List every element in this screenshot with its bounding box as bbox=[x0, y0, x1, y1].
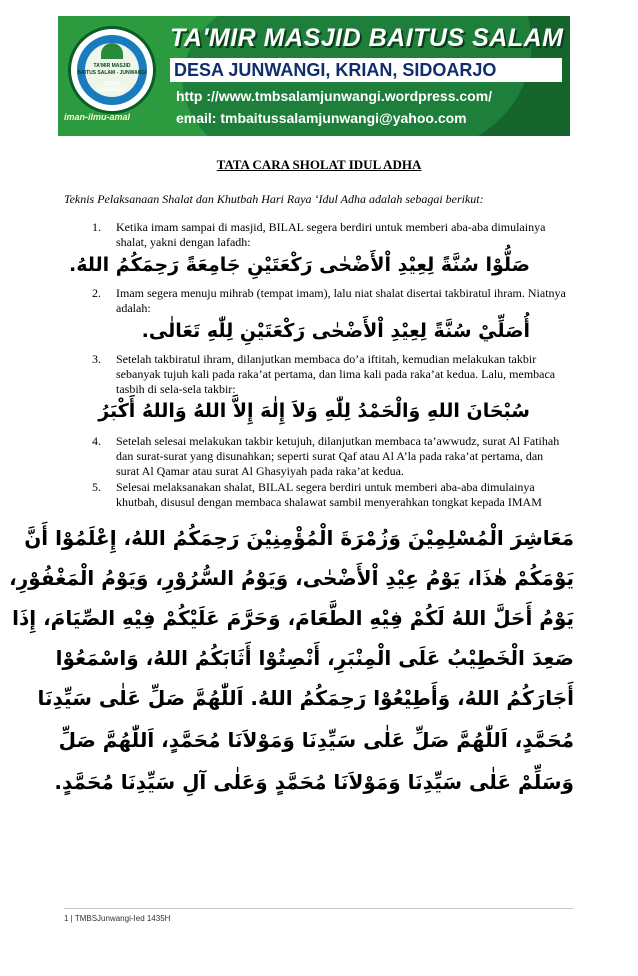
khutbah-line: وَسَلِّمْ عَلٰى سَيِّدِنَا وَمَوْلاَنَا مُحَمَّدٍ وَعَلٰى آلِ سَيِّدِنَا مُحَمَّدٍ. bbox=[54, 770, 574, 794]
logo-text-3: KRIAN bbox=[104, 81, 120, 87]
banner-subtitle: DESA JUNWANGI, KRIAN, SIDOARJO bbox=[170, 58, 562, 82]
logo-text-4: SIDOARJO bbox=[98, 87, 126, 93]
page-footer: 1 | TMBSJunwangi-Ied 1435H bbox=[64, 914, 171, 923]
step-number: 5. bbox=[92, 480, 101, 494]
khutbah-line: مَعَاشِرَ الْمُسْلِمِيْنَ وَزُمْرَةَ الْمُؤْمِنِيْنَ رَحِمَكُمُ اللهُ، إِعْلَمُوْا أَنَّ bbox=[24, 526, 574, 550]
step-number: 1. bbox=[92, 220, 101, 234]
step-number: 2. bbox=[92, 286, 101, 300]
header-banner bbox=[58, 16, 570, 136]
khutbah-line: مُحَمَّدٍ، اَللّٰهُمَّ صَلِّ عَلٰى سَيِّدِنَا وَمَوْلاَنَا مُحَمَّدٍ، اَللّٰهُمَّ صَلِّ bbox=[58, 728, 574, 752]
step-text: Ketika imam sampai di masjid, BILAL segera berdiri untuk memberi aba-aba dimulainya shalat, yakni dengan lafadh: bbox=[116, 220, 546, 249]
khutbah-line: يَوْمُ أَحَلَّ اللهُ لَكُمْ فِيْهِ الطَّعَامَ، وَحَرَّمَ عَلَيْكُمْ فِيْهِ الصِّيَامَ، إِذَا bbox=[12, 606, 574, 630]
mosque-dome-icon bbox=[101, 43, 123, 59]
document-title: TATA CARA SHOLAT IDUL ADHA bbox=[216, 157, 422, 172]
step-text: Setelah selesai melakukan takbir ketujuh, dilanjutkan membaca ta’awwudz, surat Al Fatihah dan surat-surat yang disunahkan; seperti surat Qaf atau Al A’la pada raka’at pertama, dan surat Al Qamar atau surat Al Ghasyiyah pada raka’at kedua. bbox=[116, 434, 560, 478]
banner-website: http ://www.tmbsalamjunwangi.wordpress.com/ bbox=[176, 88, 493, 104]
banner-title: TA'MIR MASJID BAITUS SALAM bbox=[170, 24, 564, 52]
step-text: Setelah takbiratul ihram, dilanjutkan membaca do’a iftitah, kemudian melakukan takbir sebanyak tujuh kali pada raka’at pertama, dan lima kali pada raka’at kedua. Lalu, membaca tasbih di sela-sela takbir: bbox=[116, 352, 556, 396]
step-text: Imam segera menuju mihrab (tempat imam), lalu niat shalat disertai takbiratul ihram. Niatnya adalah: bbox=[116, 286, 566, 315]
step-text: Selesai melaksanakan shalat, BILAL segera berdiri untuk memberi aba-aba dimulainya khutbah, disusul dengan membaca shalawat sambil menyerahkan tongkat kepada IMAM bbox=[116, 480, 542, 509]
banner-motto: iman-ilmu-amal bbox=[64, 112, 131, 122]
footer-divider bbox=[64, 908, 574, 909]
khutbah-line: أَجَارَكُمُ اللهُ، وَأَطِيْعُوْا رَحِمَكُمُ اللهُ. اَللّٰهُمَّ صَلِّ عَلٰى سَيِّدِنَا bbox=[37, 686, 574, 710]
khutbah-line: صَعِدَ الْخَطِيْبُ عَلَى الْمِنْبَرِ، أَنْصِتُوْا أَثَابَكُمُ اللهُ، وَاسْمَعُوْا bbox=[55, 646, 574, 670]
banner-email: email: tmbaitussalamjunwangi@yahoo.com bbox=[176, 110, 467, 126]
arabic-lafadh-bilal: صَلُّوْا سُنَّةً لِعِيْدِ اْلأَضْحٰى رَكْعَتَيْنِ جَامِعَةً رَحِمَكُمُ اللهُ. bbox=[69, 254, 530, 276]
document-intro: Teknis Pelaksanaan Shalat dan Khutbah Hari Raya ‘Idul Adha adalah sebagai berikut: bbox=[64, 192, 484, 206]
arabic-tasbih: سُبْحَانَ اللهِ وَالْحَمْدُ لِلّٰهِ وَلاَ إِلٰهَ إِلاَّ اللهُ وَاللهُ أَكْبَرُ bbox=[98, 400, 530, 422]
step-number: 4. bbox=[92, 434, 101, 448]
khutbah-line: يَوْمَكُمْ هٰذَا، يَوْمُ عِيْدِ اْلأَضْحٰى، وَيَوْمُ السُّرُوْرِ، وَيَوْمُ الْمَغْفُوْرِ، bbox=[9, 566, 574, 590]
logo-text-1: TA'MIR MASJID bbox=[93, 63, 131, 69]
step-number: 3. bbox=[92, 352, 101, 366]
arabic-niat: أُصَلِّيْ سُنَّةً لِعِيْدِ اْلأَضْحٰى رَكْعَتَيْنِ لِلّٰهِ تَعَالٰى. bbox=[141, 320, 530, 342]
logo-text-2: BAITUS SALAM - JUNWANGI bbox=[77, 70, 147, 76]
masjid-logo bbox=[68, 26, 156, 114]
